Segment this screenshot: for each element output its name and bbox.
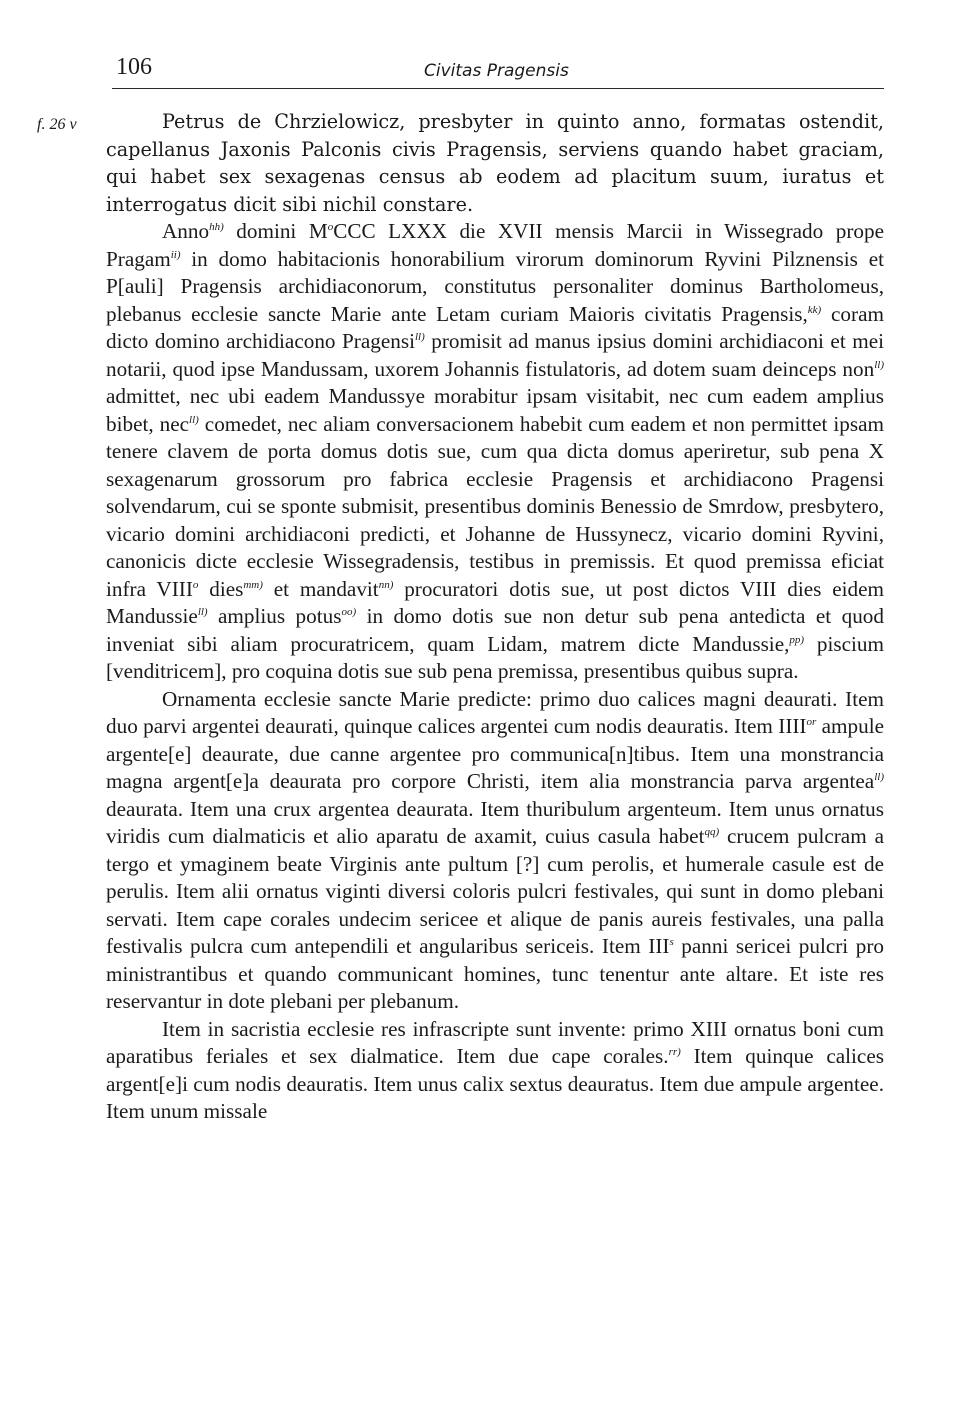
text-run: CCC LXXX die XVII mensis Marcii in Wissegrado prope Pragam (106, 219, 885, 271)
folio-reference: f. 26 v (37, 116, 77, 133)
footnote-marker: rr) (668, 1045, 681, 1058)
text-run: admittet, nec ubi eadem Mandussye morabitur ipsam visitabit, nec cum eadem amplius bibet, nec (106, 384, 884, 436)
text-run: amplius potus (207, 604, 342, 628)
running-title: Civitas Pragensis (424, 61, 569, 81)
document-body (106, 108, 884, 1126)
text-run: piscium [venditricem], pro coquina dotis sue sub pena premissa, presentibus quibus supra. (106, 631, 885, 683)
page-number: 106 (116, 54, 152, 80)
paragraph (106, 108, 884, 218)
footnote-marker: ll) (415, 330, 425, 343)
text-run: promisit ad manus ipsius domini archidiaconi et mei notarii, quod ipse Mandussam, uxorem Johannis fistulatoris, ad dotem suam deinceps non (106, 329, 884, 381)
text-run: domini M (223, 219, 328, 243)
text-run: comedet, nec aliam conversacionem habebit cum eadem et non permittet ipsam tenere clavem de porta domus dotis sue, cum qua dicta domus aperiretur, sub pena X sexagenarum grossorum pro fabrica ecclesie Pragensis et archidiacono Pragensi solvendarum, cui se sponte submisit, presentibus dominis Benessio de Smrdow, presbytero, vicario domini archidiaconi predicti, et Johanne de Hussynecz, vicario domini Ryvini, canonicis dicte ecclesie Wissegradensis, testibus in premissis. Et quod premissa eficiat infra VIII (106, 411, 884, 601)
text-run: et mandavit (262, 576, 379, 601)
footnote-marker: o (192, 578, 199, 591)
footnote-marker: ll) (874, 358, 884, 371)
footnote-marker: hh) (209, 220, 224, 233)
text-run: in domo habitacionis honorabilium virorum dominorum Ryvini Pilznensis et P[auli] Pragensis archidiaconorum, constitutus personaliter dominus Bartholomeus, plebanus ecclesie sancte Marie ante Letam curiam Maioris civitatis Pragensis, (106, 246, 884, 326)
text-run: in domo dotis sue non detur sub pena antedicta et quod inveniat sibi aliam procuratricem, quam Lidam, matrem dicte Mandussie, (106, 604, 884, 656)
footnote-marker: ll) (197, 605, 208, 618)
footnote-marker: ll) (189, 413, 199, 426)
running-header (112, 48, 884, 89)
text-run: coram dicto domino archidiacono Pragensi (106, 301, 884, 353)
footnote-marker: oo) (341, 605, 357, 618)
footnote-marker: o (327, 220, 334, 233)
footnote-marker: kk) (807, 303, 822, 316)
paragraph (106, 1016, 884, 1126)
text-run: procuratori dotis sue, ut post dictos VIII dies eidem Mandussie (106, 576, 884, 628)
footnote-marker: qq) (704, 825, 720, 838)
text-run: Petrus de Chrzielowicz, presbyter in quinto anno, formatas ostendit, capellanus Jaxonis Palconis civis Pragensis, serviens quando habet graciam, qui habet sex sexagenas census ab eodem ad placitum suum, iuratus et interrogatus dicit sibi nichil constare. (106, 110, 884, 216)
text-run: Item quinque calices argent[e]i cum nodis deauratis. Item unus calix sextus deauratus. Item due ampule argentee. Item unum missale (106, 1044, 884, 1123)
footnote-marker: mm) (243, 578, 263, 591)
text-run: Ornamenta ecclesie sancte Marie predicte: primo duo calices magni deaurati. Item duo parvi argentei deaurati, quinque calices argentei cum nodis deauratis. Item IIII (106, 686, 884, 738)
paragraph (106, 686, 884, 1016)
text-run: Item in sacristia ecclesie res infrascripte sunt invente: primo XIII ornatus boni cum aparatibus feriales et sex dialmatice. Item due cape corales. (106, 1016, 884, 1068)
text-run: ampule argente[e] deaurate, due canne argentee pro communica[n]tibus. Item una monstrancia magna argent[e]a deaurata pro corpore Christi, item alia monstrancia parva argentea (106, 714, 884, 793)
footnote-marker: ll) (874, 770, 884, 783)
text-run: deaurata. Item una crux argentea deaurata. Item thuribulum argenteum. Item unus ornatus viridis cum dialmaticis et alio aparatu de axamit, cuius casula habet (106, 796, 884, 848)
footnote-marker: nn) (378, 578, 394, 591)
footnote-marker: pp) (789, 633, 805, 646)
footnote-marker: ii) (170, 248, 181, 261)
text-run: panni sericei pulcri pro ministrantibus et quando communicant homines, tunc tenentur ante altare. Et iste res reservantur in dote plebani per plebanum. (106, 934, 884, 1013)
text-run: dies (198, 576, 244, 601)
text-run: crucem pulcram a tergo et ymaginem beate Virginis ante pultum [?] cum perolis, et humerale casule est de perulis. Item alii ornatus viginti diversi coloris pulcri festivales, qui sunt in domo plebani servati. Item cape corales undecim sericee et alique de panis aureis festivales, una palla festivalis pulcra cum antependili et angularibus sericeis. Item III (106, 824, 884, 958)
footnote-marker: or (806, 715, 817, 728)
paragraph (106, 218, 884, 686)
footnote-marker: s (669, 935, 674, 948)
text-run: Anno (162, 219, 210, 243)
